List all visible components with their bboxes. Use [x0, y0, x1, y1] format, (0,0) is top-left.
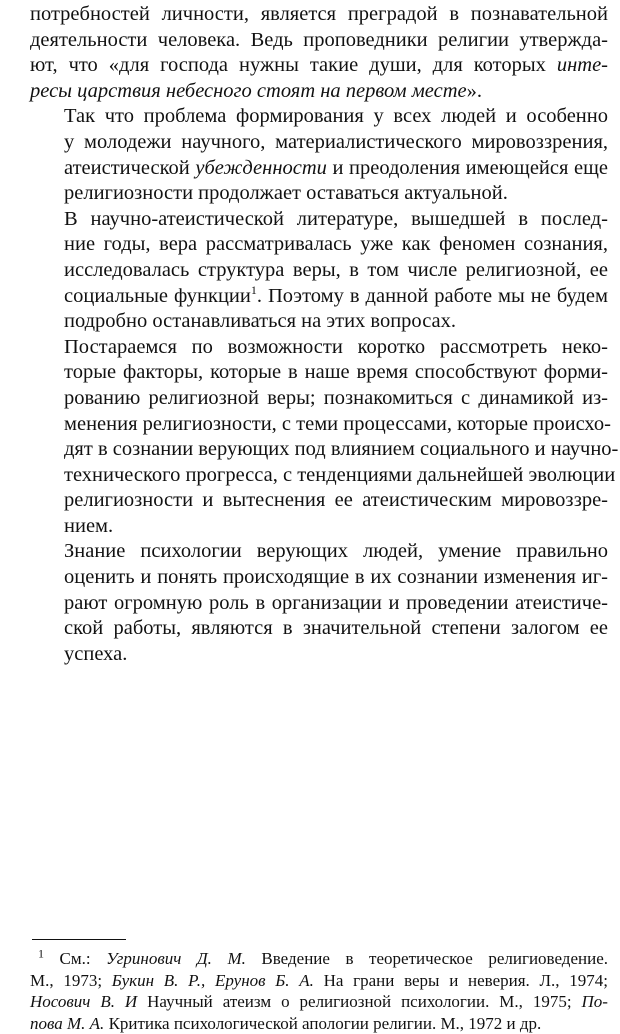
text-run: ». [466, 79, 483, 102]
text-run: социальные функции [64, 284, 251, 307]
text-line [30, 258, 608, 284]
text-run: ской работы, являются в значительной степени залогом ее [64, 617, 608, 640]
text-line [30, 437, 619, 463]
paragraph [30, 104, 608, 206]
text-line [30, 642, 608, 668]
text-run: торые факторы, которые в наше время способствуют форми- [64, 361, 608, 384]
text-line [30, 616, 608, 642]
text-line [30, 539, 608, 565]
text-line [30, 386, 608, 412]
text-line [30, 207, 608, 233]
text-line [30, 360, 608, 386]
footnote-line [30, 948, 608, 970]
text-line [30, 488, 608, 514]
text-run: На грани веры и неверия. Л., 1974; [313, 970, 608, 990]
text-run: потребностей личности, является преградой в познавательной [30, 3, 608, 25]
italic-text: Носович В. И [30, 992, 138, 1011]
text-run: Постараемся по возможности коротко рассмотреть неко- [64, 335, 608, 358]
footnote-line [30, 970, 608, 992]
text-run: Знание психологии верующих людей, умение правильно [64, 540, 608, 563]
text-run: ние годы, вера рассматривалась уже как феномен сознания, [64, 233, 608, 256]
text-run: нием. [64, 514, 114, 537]
text-run: атеистической [64, 156, 196, 179]
text-run: деятельности человека. Ведь проповедники религии утвержда- [30, 28, 608, 51]
italic-text: инте- [556, 54, 608, 77]
italic-text: Угринович Д. М. [106, 949, 246, 968]
text-line [30, 335, 608, 361]
text-run: рают огромную роль в организации и проведении атеистиче- [64, 591, 608, 614]
text-run: Так что проблема формирования у всех людей и особенно [64, 105, 608, 128]
text-line [30, 28, 608, 54]
italic-text: пова М. А. [30, 1013, 105, 1033]
footnote-marker: 1 [250, 282, 257, 297]
text-run: рованию религиозной веры; познакомиться с динамикой из- [64, 386, 608, 409]
text-line [30, 309, 608, 335]
text-line [30, 412, 611, 438]
text-run: менения религиозности, с теми процессами, которые происхо- [64, 412, 611, 435]
text-line [30, 591, 608, 617]
text-line [30, 79, 608, 105]
italic-text: убежденности [195, 156, 327, 179]
text-line [30, 2, 608, 28]
footnote-marker: 1 [38, 946, 44, 961]
footnote [30, 948, 608, 1034]
text-line [30, 463, 616, 489]
text-run: . Поэтому в данной работе мы не будем [256, 284, 608, 307]
footnote-line [30, 991, 608, 1013]
text-line [30, 130, 608, 156]
footnote-divider [32, 939, 126, 940]
text-run: Введение в теоретическое религиоведение. [245, 949, 608, 968]
text-run: и преодоления имеющейся еще [326, 156, 608, 179]
text-run: оценить и понять происходящие в их сознании изменения иг- [64, 566, 608, 589]
text-run: дят в сознании верующих под влиянием социального и научно- [64, 438, 619, 461]
text-line [30, 104, 608, 130]
text-line [30, 232, 608, 258]
text-run: М., 1973; [30, 970, 112, 990]
italic-text: ресы царствия небесного стоят на первом месте [30, 79, 467, 102]
text-run: См.: [44, 949, 107, 968]
paragraph [30, 539, 608, 667]
italic-text: Букин В. Р., Ерунов Б. А. [111, 970, 314, 990]
text-run: у молодежи научного, материалистического мировоззрения, [64, 130, 608, 153]
text-run: исследовалась структура веры, в том числе религиозной, ее [64, 258, 608, 281]
text-run: В научно-атеистической литературе, вышедшей в послед- [64, 207, 608, 230]
footnote-line [30, 1013, 608, 1034]
text-line [30, 181, 608, 207]
text-run: ют, что «для господа нужны такие души, для которых [30, 54, 557, 77]
main-text [30, 2, 619, 667]
text-run: Научный атеизм о религиозной психологии. М., 1975; [137, 992, 582, 1011]
paragraph [30, 335, 619, 540]
paragraph [30, 207, 608, 335]
text-run: подробно останавливаться на этих вопросах. [64, 310, 457, 333]
text-run: технического прогресса, с тенденциями дальнейшей эволюции [64, 463, 616, 486]
text-line [30, 53, 608, 79]
italic-text: По- [581, 992, 608, 1011]
text-run: религиозности продолжает оставаться актуальной. [64, 182, 508, 205]
text-run: Критика психологической апологии религии. М., 1972 и др. [104, 1013, 542, 1033]
paragraph [30, 2, 608, 104]
text-run: успеха. [64, 642, 128, 665]
footnotes [30, 948, 608, 1034]
text-line [30, 565, 608, 591]
text-line [30, 514, 608, 540]
text-run: религиозности и вытеснения ее атеистическим мировоззре- [64, 489, 608, 512]
text-line [30, 156, 608, 182]
text-line [30, 284, 608, 310]
